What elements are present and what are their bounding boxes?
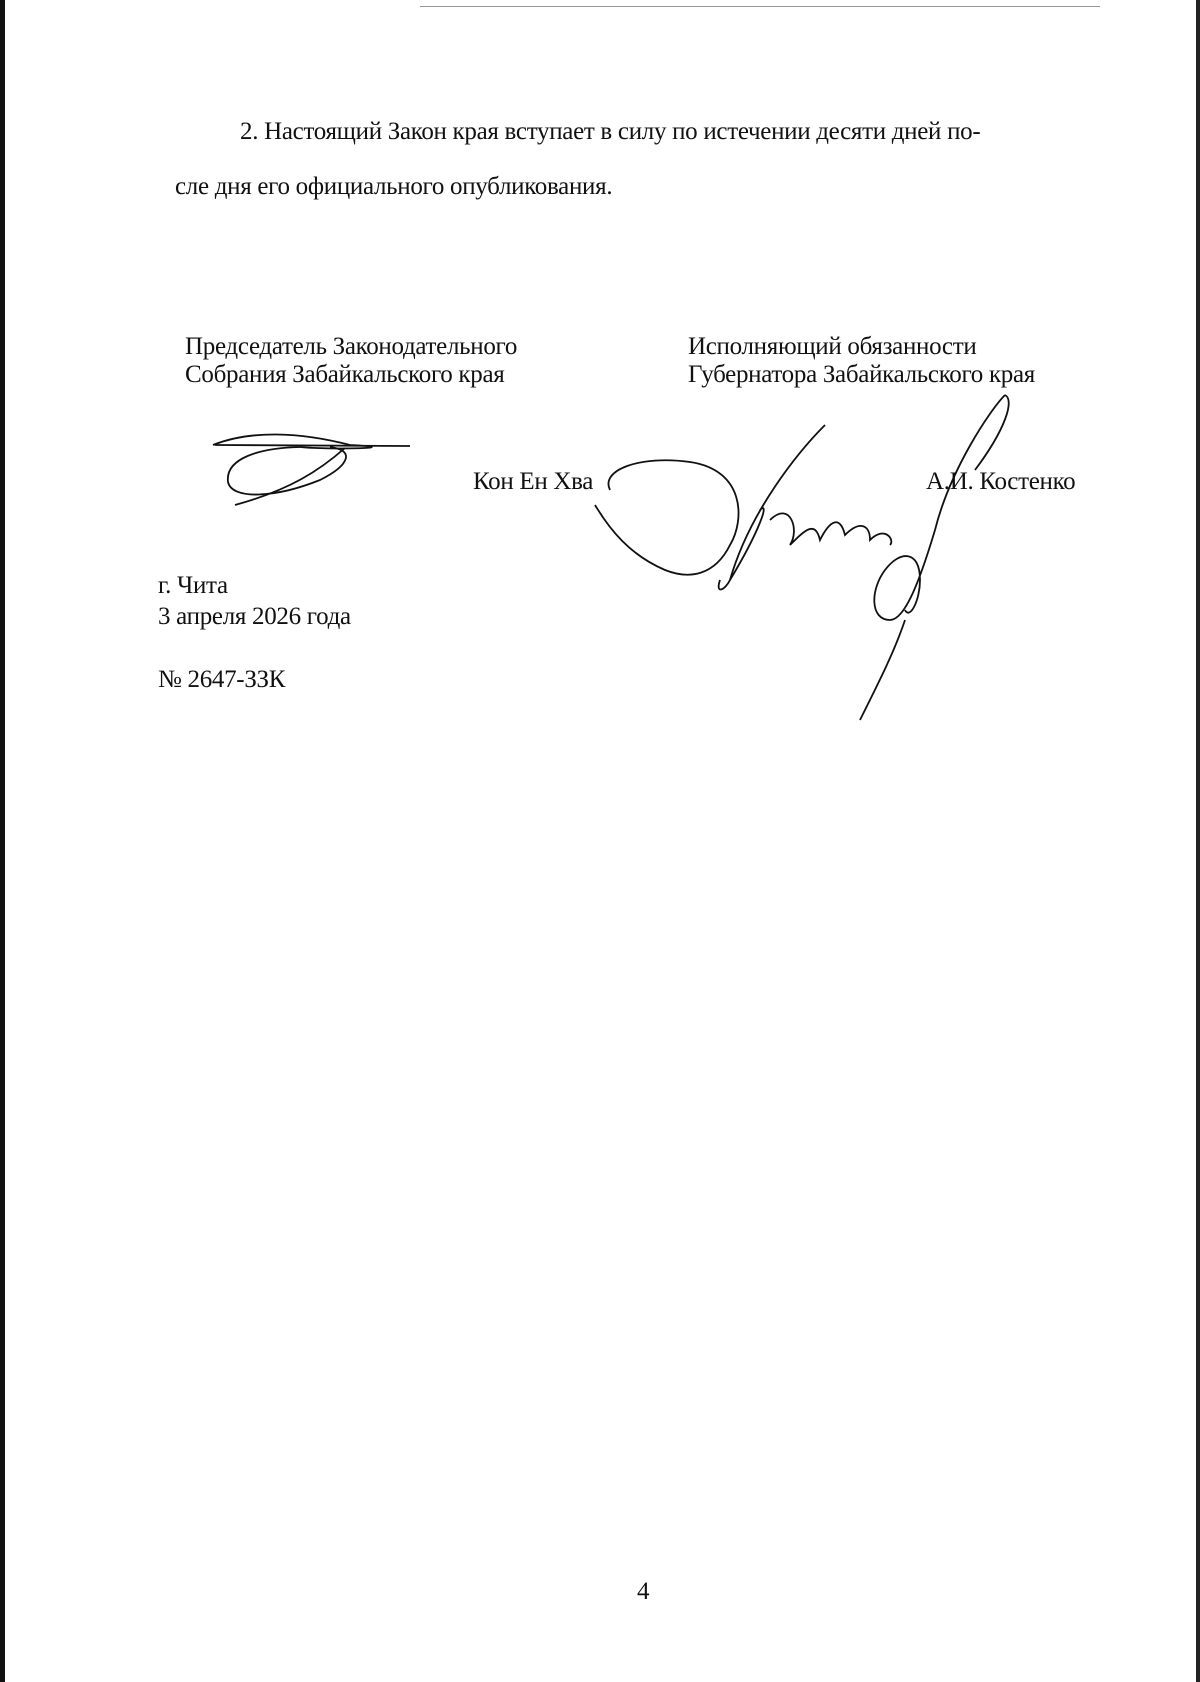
left-signatory-title-2: Собрания Забайкальского края — [185, 361, 505, 388]
paragraph-line-2: сле дня его официального опубликования. — [175, 173, 613, 200]
law-number: № 2647-ЗЗК — [158, 666, 286, 693]
right-signatory-title-1: Исполняющий обязанности — [688, 333, 977, 360]
city: г. Чита — [158, 572, 228, 599]
date: 3 апреля 2026 года — [158, 603, 351, 630]
right-signatory-name: А.И. Костенко — [926, 468, 1076, 495]
right-signatory-title-2: Губернатора Забайкальского края — [688, 361, 1035, 388]
paragraph-line-1: 2. Настоящий Закон края вступает в силу по истечении десяти дней по- — [240, 118, 981, 145]
left-signatory-title-1: Председатель Законодательного — [185, 333, 518, 360]
right-signature — [595, 395, 1009, 720]
left-signature — [213, 434, 410, 505]
left-signatory-name: Кон Ен Хва — [473, 468, 594, 495]
page-number: 4 — [637, 1578, 650, 1605]
